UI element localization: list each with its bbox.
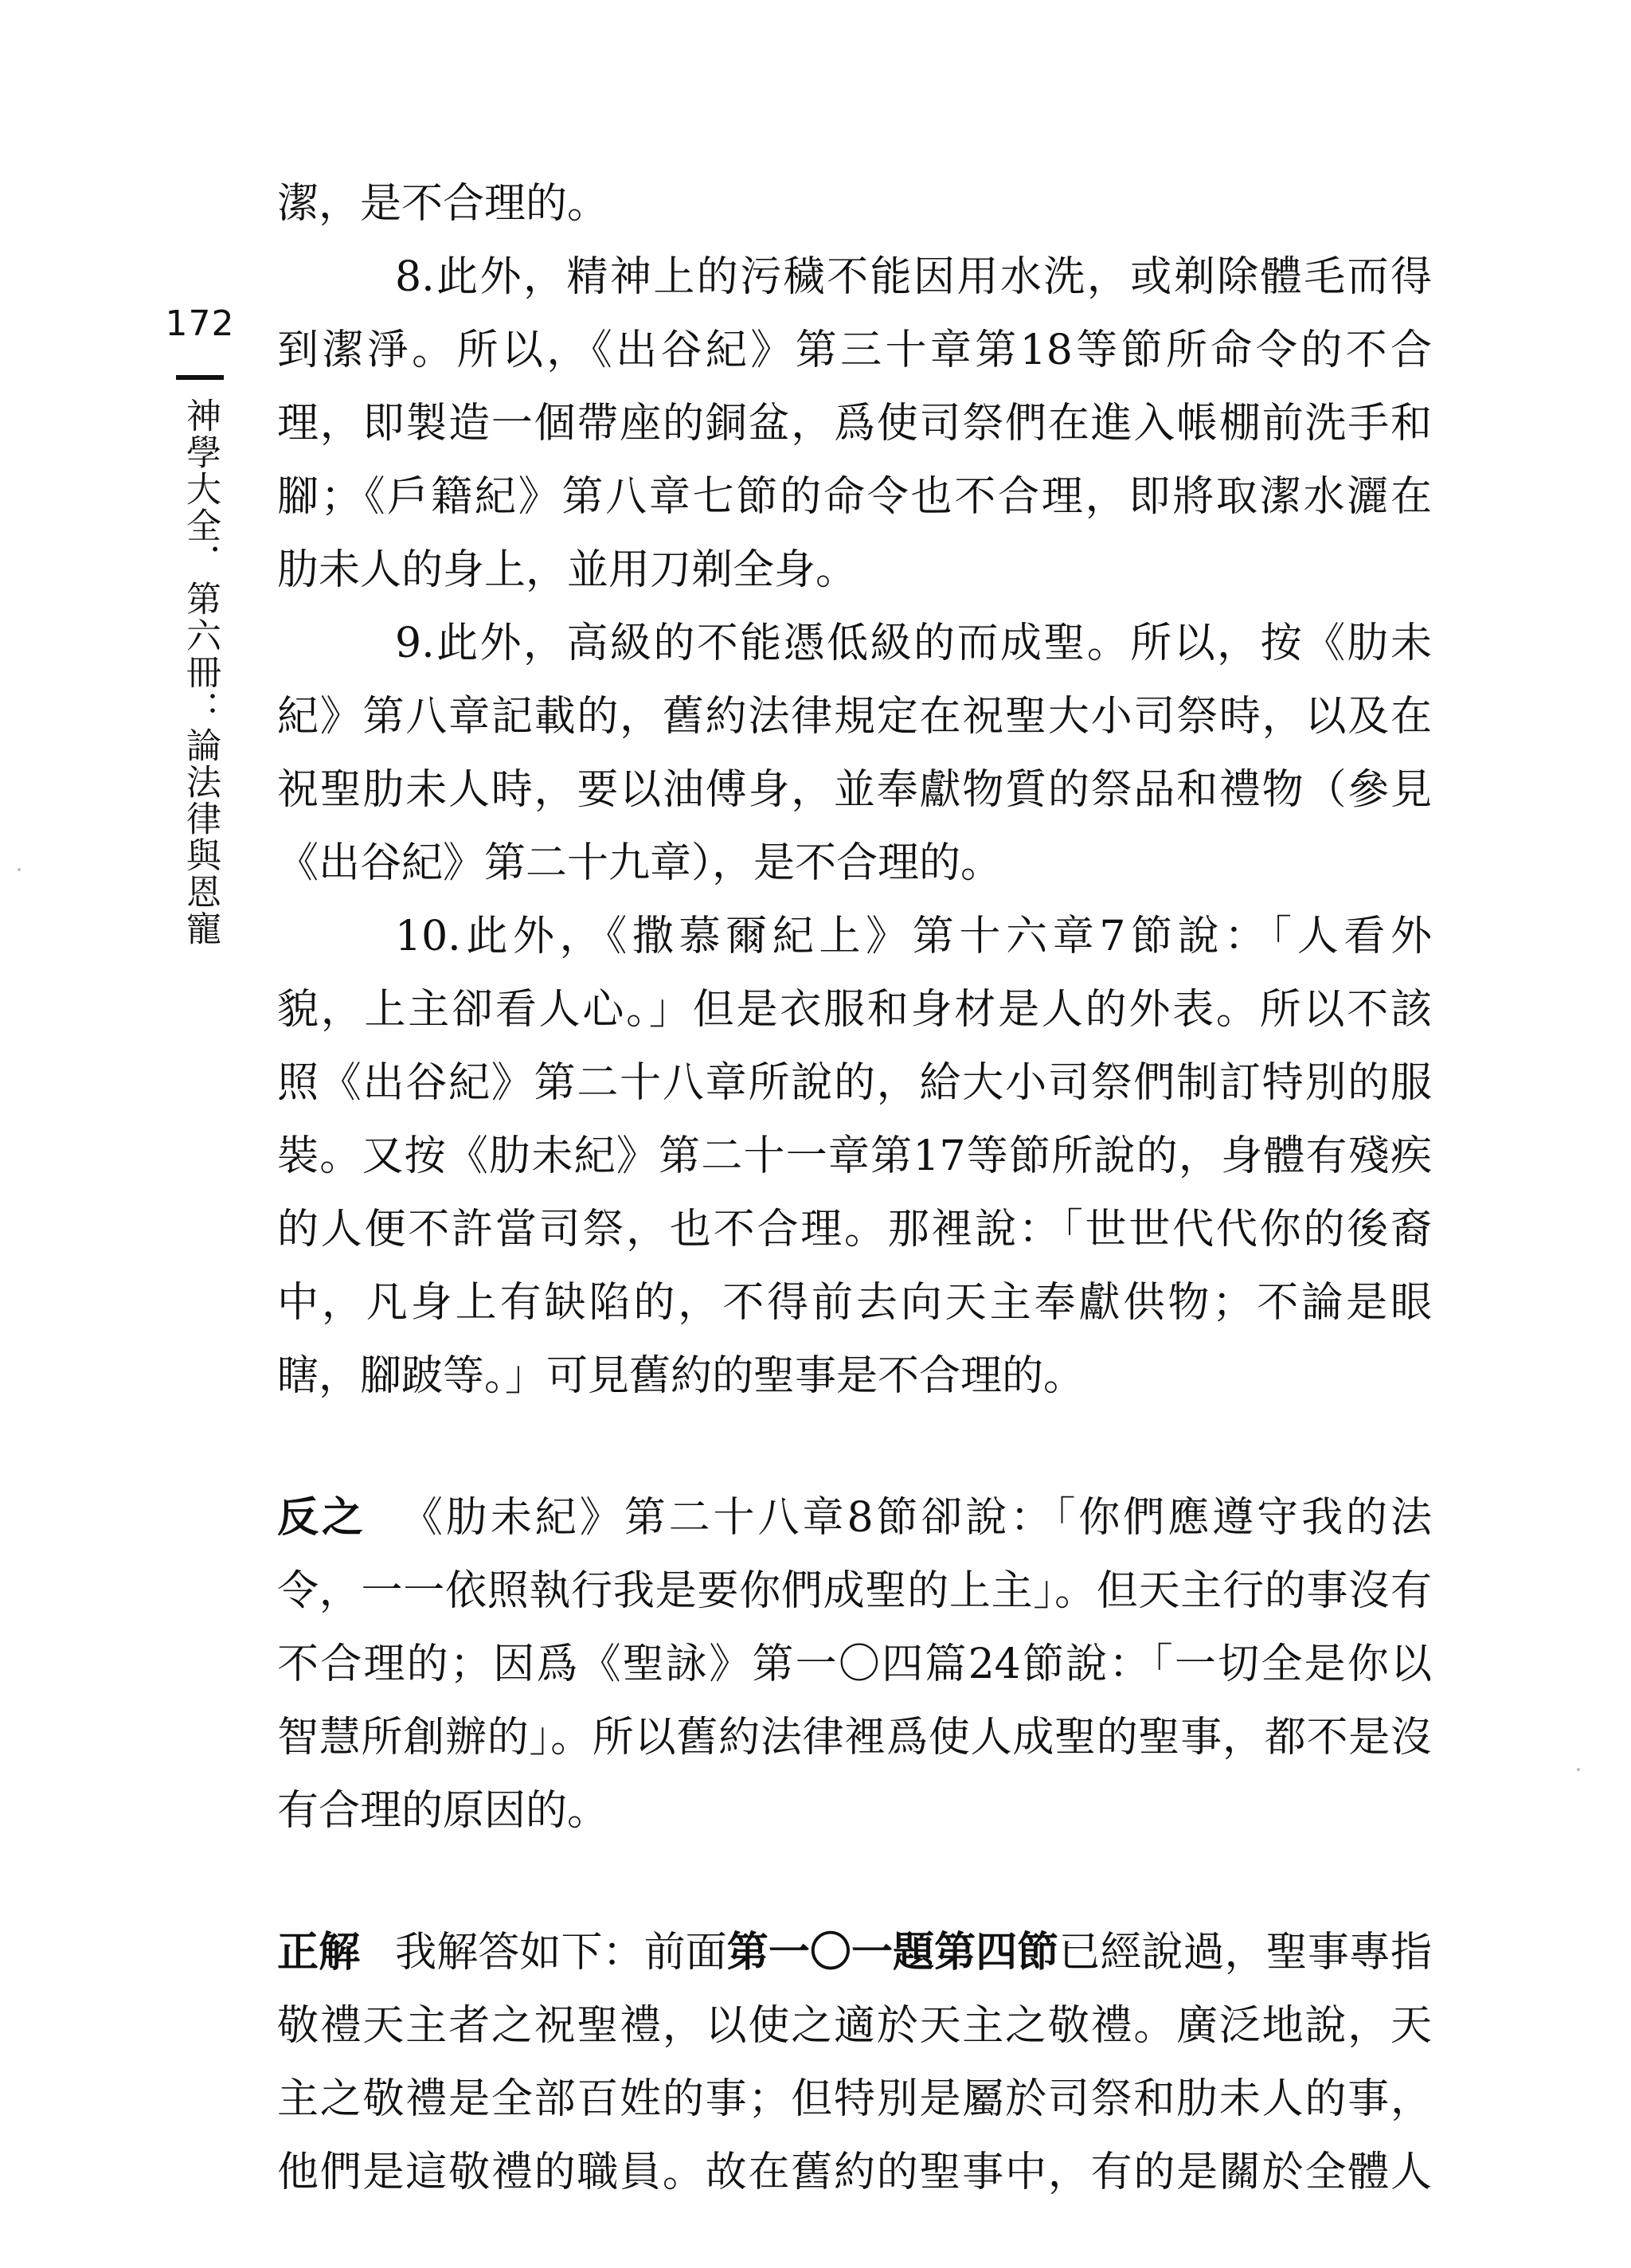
text-run: 」。但天主行的事沒有: [1033, 1567, 1432, 1615]
text-line: 祝聖肋未人時，要以油傅身，並奉獻物質的祭品和禮物（參見: [277, 766, 1432, 814]
scripture-quote: 智慧所創辦的: [277, 1714, 530, 1762]
text-line: [277, 1701, 1432, 1774]
text-run: 」。所以舊約法律裡爲使人成聖的聖事，都不是沒: [529, 1714, 1432, 1762]
page-margin: [156, 303, 244, 947]
text-line: [277, 1266, 1432, 1339]
text-line: 紀》第八章記載的，舊約法律規定在祝聖大小司祭時，以及在: [277, 693, 1432, 741]
text-line: 他們是這敬禮的職員。故在舊約的聖事中，有的是關於全體人: [277, 2149, 1432, 2196]
text-line: 肋未人的身上，並用刀剃全身。: [277, 546, 858, 594]
text-run: 」可見舊約的聖事是不合理的。: [505, 1352, 1085, 1400]
running-title: 神學大全．第六冊：論法律與恩寵: [180, 397, 221, 947]
text-line: [277, 1481, 1432, 1554]
section-label-answer: 正解: [277, 1929, 361, 1977]
text-line: 有合理的原因的。: [277, 1787, 609, 1835]
section-gap: [277, 1848, 1432, 1916]
text-line: [277, 1628, 1432, 1701]
text-line: [277, 1916, 1432, 1989]
text-line: 腳；《戶籍紀》第八章七節的命令也不合理，即將取潔水灑在: [277, 473, 1432, 521]
page-number: 172: [165, 303, 235, 344]
page-body: [277, 167, 1432, 2209]
scripture-quote: 貌，上主卻看人心。: [277, 986, 649, 1034]
scripture-quote: 人看外: [1297, 913, 1432, 960]
scripture-quote: 令，一一依照執行我是要你們成聖的上主: [277, 1567, 1034, 1615]
scripture-quote: 瞎，腳跛等。: [277, 1352, 506, 1400]
scan-speck: [18, 868, 21, 871]
text-line: [277, 1554, 1432, 1628]
text-run: 的人便不許當司祭，也不合理。那裡說：「: [277, 1206, 1085, 1253]
text-run: 已經說過，聖事專指: [1058, 1929, 1432, 1977]
text-line: [277, 973, 1432, 1046]
text-run: 我解答如下：前面: [395, 1929, 727, 1977]
text-run: 」但是衣服和身材是人的外表。所以不該: [648, 986, 1432, 1034]
text-line: 主之敬禮是全部百姓的事；但特別是屬於司祭和肋未人的事，: [277, 2075, 1432, 2123]
text-line: 9.此外，高級的不能憑低級的而成聖。所以，按《肋未: [395, 620, 1432, 667]
text-run: 10.此外，《撒慕爾紀上》第十六章7節說：「: [395, 913, 1297, 960]
scan-speck: [1577, 1768, 1580, 1771]
text-line: 敬禮天主者之祝聖禮，以使之適於天主之敬禮。廣泛地說，天: [277, 2002, 1432, 2050]
text-line: 裝。又按《肋未紀》第二十一章第17等節所說的，身體有殘疾: [277, 1132, 1432, 1180]
scripture-quote: 中，凡身上有缺陷的，不得前去向天主奉獻供物；不論是眼: [277, 1279, 1432, 1327]
section-label-contra: 反之: [277, 1494, 366, 1542]
text-run: 《肋未紀》第二十八章8節卻說：「: [401, 1494, 1079, 1542]
text-line: 照《出谷紀》第二十八章所說的，給大小司祭們制訂特別的服: [277, 1059, 1432, 1107]
text-line: 理，即製造一個帶座的銅盆，爲使司祭們在進入帳棚前洗手和: [277, 400, 1432, 448]
scripture-quote: 世世代代你的後裔: [1085, 1206, 1432, 1253]
scripture-quote: 一切全是你以: [1174, 1640, 1432, 1688]
text-line: [277, 1193, 1432, 1266]
text-line: 到潔淨。所以，《出谷紀》第三十章第18等節所命令的不合: [277, 327, 1432, 374]
scripture-quote: 你們應遵守我的法: [1078, 1494, 1432, 1542]
text-run: 不合理的；因爲《聖詠》第一〇四篇24節說：「: [277, 1640, 1175, 1688]
section-gap: [277, 1413, 1432, 1481]
text-line: 8.此外，精神上的污穢不能因用水洗，或剃除體毛而得: [395, 253, 1432, 301]
text-line: [277, 1339, 1432, 1413]
text-line: 潔，是不合理的。: [277, 180, 609, 228]
margin-rule: [176, 375, 224, 380]
cross-reference: 第一〇一題第四節: [726, 1929, 1059, 1977]
text-line: 《出谷紀》第二十九章），是不合理的。: [277, 839, 1003, 887]
text-line: [277, 900, 1432, 973]
